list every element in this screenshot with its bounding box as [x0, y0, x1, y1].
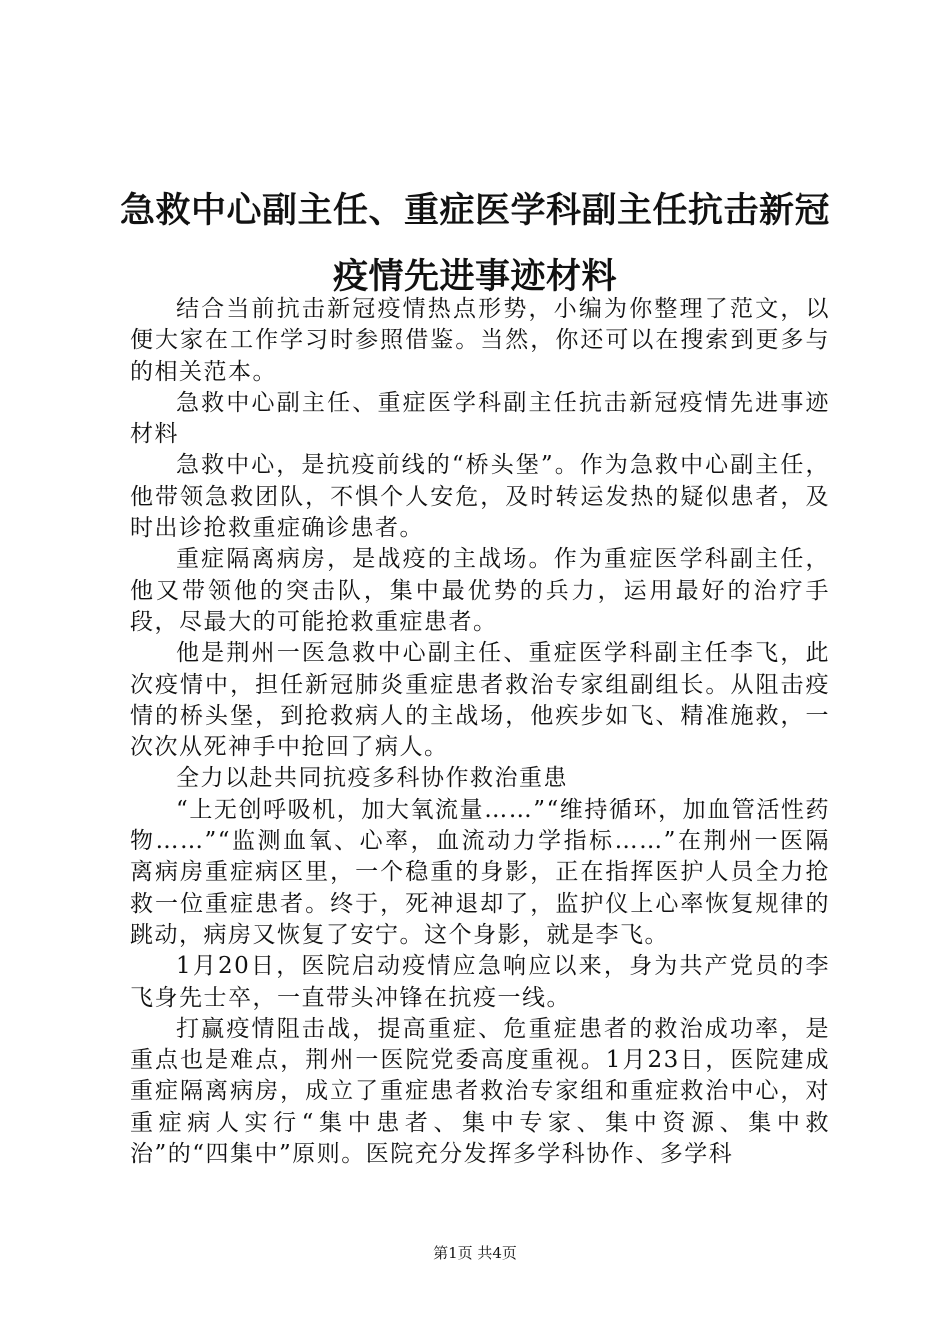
document-title-line-2: 疫情先进事迹材料 [332, 257, 617, 297]
paragraph-rescue-scene: “上无创呼吸机，加大氧流量……”“维持循环，加血管活性药物……”“监测血氧、心率，血流动力学指标……”在荆州一医隔离病房重症病区里，一个稳重的身影，正在指挥医护人员全力抢救一位重症患者。终于，死神退却了，监护仪上心率恢复规律的跳动，病房又恢复了安宁。这个身影，就是李飞。 [130, 796, 830, 948]
paragraph-icu-ward: 重症隔离病房，是战疫的主战场。作为重症医学科副主任，他又带领他的突击队，集中最优势的兵力，运用最好的治疗手段，尽最大的可能抢救重症患者。 [130, 546, 830, 635]
paragraph-subtitle: 急救中心副主任、重症医学科副主任抗击新冠疫情先进事迹材料 [130, 389, 830, 448]
document-title-line-1: 急救中心副主任、重症医学科副主任抗击新冠 [120, 191, 831, 231]
paragraph-jan-23: 打赢疫情阻击战，提高重症、危重症患者的救治成功率，是重点也是难点，荆州一医院党委高度重视。1月23日，医院建成重症隔离病房，成立了重症患者救治专家组和重症救治中心，对重症病人实行“集中患者、集中专家、集中资源、集中救治”的“四集中”原则。医院充分发挥多学科协作、多学科 [130, 1015, 830, 1168]
paragraph-section-heading: 全力以赴共同抗疫多科协作救治重患 [176, 765, 568, 792]
paragraph-li-fei-intro: 他是荆州一医急救中心副主任、重症医学科副主任李飞，此次疫情中，担任新冠肺炎重症患者救治专家组副组长。从阻击疫情的桥头堡，到抢救病人的主战场，他疾步如飞、精准施救，一次次从死神手中抢回了病人。 [130, 640, 830, 761]
paragraph-emergency-center: 急救中心，是抗疫前线的“桥头堡”。作为急救中心副主任，他带领急救团队，不惧个人安危，及时转运发热的疑似患者，及时出诊抢救重症确诊患者。 [130, 452, 830, 542]
page-footer: 第1页 共4页 [433, 1244, 517, 1262]
paragraph-intro: 结合当前抗击新冠疫情热点形势，小编为你整理了范文，以便大家在工作学习时参照借鉴。当然，你还可以在搜索到更多与的相关范本。 [130, 296, 830, 385]
document-body [130, 294, 830, 1170]
paragraph-jan-20: 1月20日，医院启动疫情应急响应以来，身为共产党员的李飞身先士卒，一直带头冲锋在抗疫一线。 [130, 953, 830, 1011]
